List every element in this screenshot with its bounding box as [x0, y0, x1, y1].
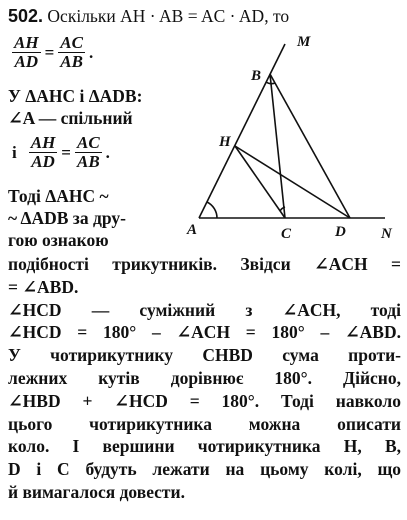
then-line-3: гою ознакою [8, 230, 109, 250]
body-line: лежних кутів дорівнює 180°. Дійсно, [8, 368, 401, 388]
body-line: й вимагалося довести. [8, 482, 185, 502]
label-H: H [219, 134, 231, 150]
fraction-denominator: AB [60, 52, 83, 71]
body-line: коло. І вершини чотирикутника H, B, [8, 436, 401, 457]
label-D: D [335, 224, 346, 240]
label-M: M [297, 34, 311, 50]
label-N: N [381, 226, 392, 242]
label-A: A [187, 222, 198, 238]
and-word: і [12, 142, 17, 162]
then-line-2: ~ ΔADB за дру- [8, 208, 126, 228]
fraction-right-1 [58, 34, 85, 71]
fraction-numerator: AC [60, 33, 83, 52]
problem-number: 502. [8, 6, 44, 26]
fraction-left-1 [12, 34, 41, 71]
intro-text: Оскільки AH · AB = AC · AD, то [47, 6, 290, 26]
fraction-numerator: AH [30, 133, 56, 152]
fraction-denominator: AD [31, 152, 55, 171]
label-C: C [281, 226, 292, 242]
fraction-denominator: AD [14, 52, 39, 71]
angle-arc-A [207, 202, 217, 218]
fraction-denominator: AB [76, 152, 100, 171]
body-line: ∠HCD — суміжний з ∠ACH, тоді [8, 299, 401, 320]
equals-sign: = [44, 42, 55, 62]
geometry-diagram [185, 32, 407, 252]
proportion-2 [10, 134, 112, 171]
common-angle-line: ∠A — спільний [8, 108, 133, 128]
body-line: D і C будуть лежати на цьому колі, що [8, 459, 401, 480]
body-line: ∠HCD = 180° – ∠ACH = 180° – ∠ABD. [8, 322, 401, 343]
triangles-line: У ΔAHC і ΔADB: [8, 86, 143, 106]
fraction-left-2 [29, 134, 58, 171]
body-line: = ∠ABD. [8, 276, 79, 297]
body-line: цього чотирикутника можна описати [8, 413, 401, 434]
fraction-right-2 [75, 134, 102, 171]
intro-line [8, 6, 289, 26]
fraction-numerator: AC [76, 133, 100, 152]
equals-sign: = [61, 142, 71, 162]
body-line: подібності трикутників. Звідси ∠ACH = [8, 254, 401, 274]
segment-HC [235, 146, 285, 218]
body-line: ∠HBD + ∠HCD = 180°. Тоді навколо [8, 390, 401, 411]
segment-HD [235, 146, 350, 218]
body-line: У чотирикутнику CHBD сума проти- [8, 345, 401, 366]
then-line-1: Тоді ΔAHC ~ [8, 186, 109, 206]
period: . [105, 142, 110, 162]
period: . [88, 42, 94, 62]
ray-AM [199, 44, 285, 218]
proportion-1 [10, 34, 95, 71]
fraction-numerator: AH [14, 33, 39, 52]
label-B: B [251, 68, 262, 84]
